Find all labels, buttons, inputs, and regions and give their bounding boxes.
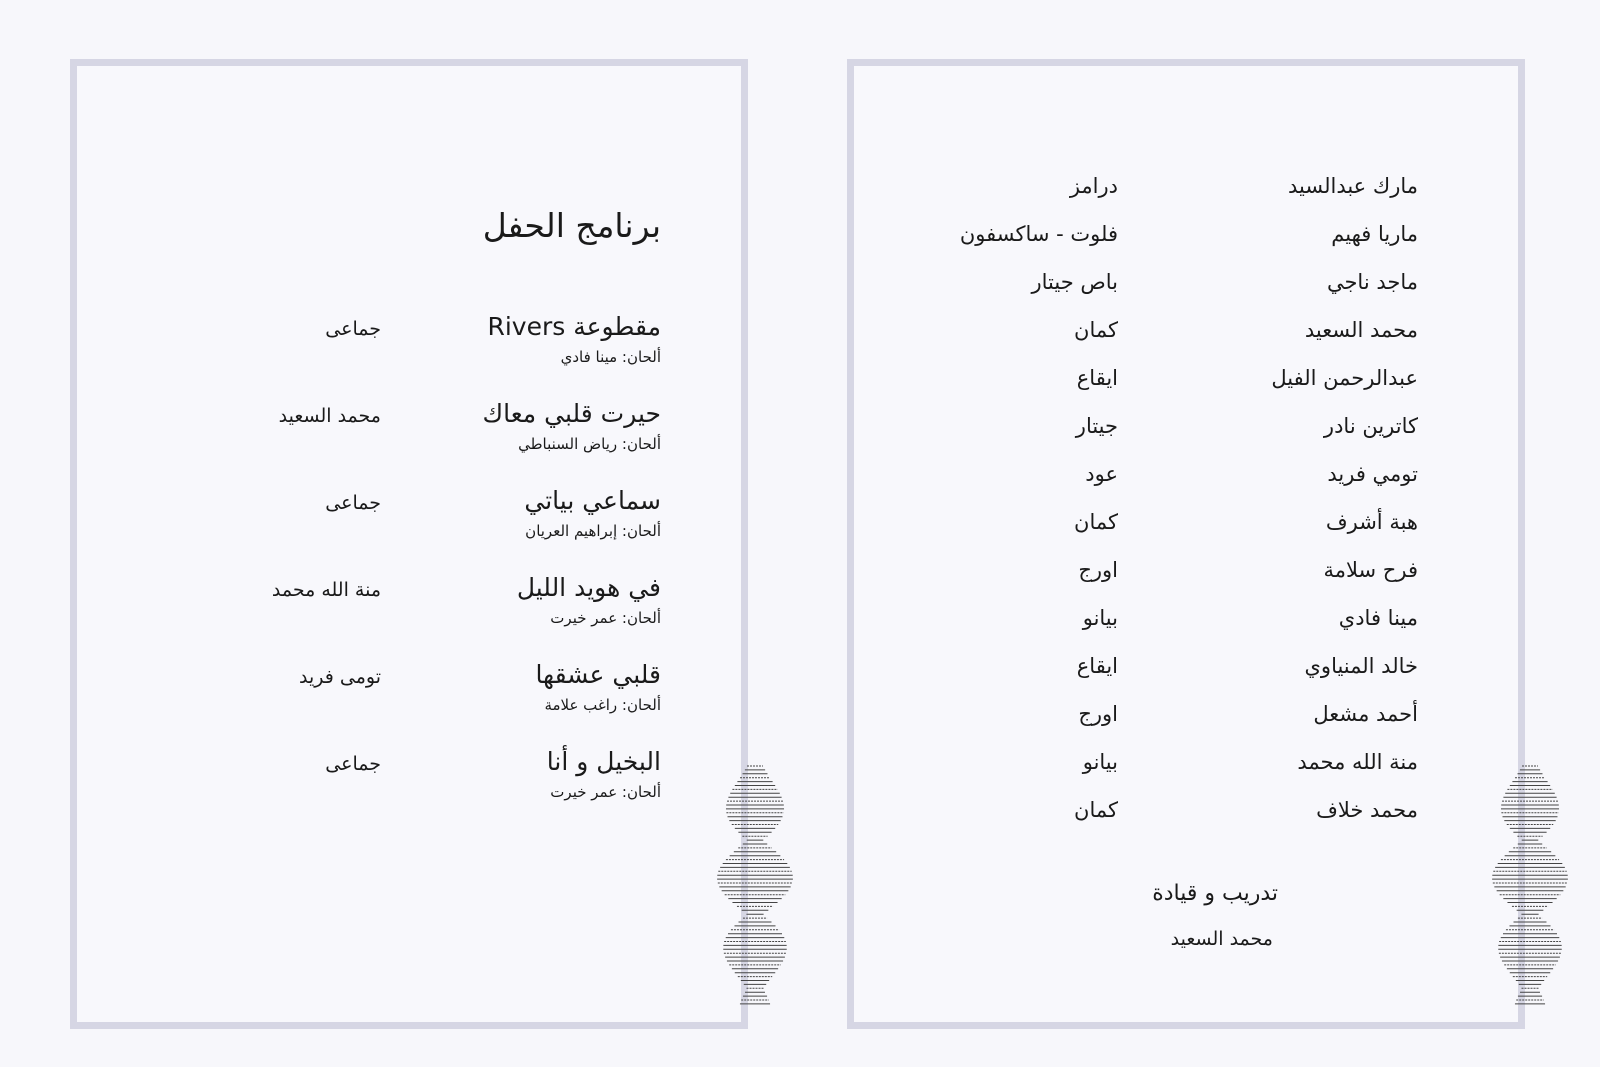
soundwave-ornament-icon (715, 762, 795, 1012)
member-name: محمد خلاف (1316, 798, 1418, 822)
member-instrument: درامز (1069, 174, 1118, 198)
member-instrument: اورج (1078, 702, 1118, 726)
member-name: مارك عبدالسيد (1288, 174, 1418, 198)
piece-performer: جماعى (325, 492, 381, 514)
program-item (487, 311, 661, 368)
member-name: ماجد ناجي (1326, 270, 1418, 294)
program-item (535, 659, 661, 716)
piece-performer: محمد السعيد (278, 405, 381, 427)
leader-title: تدريب و قيادة (1152, 881, 1278, 906)
piece-title: مقطوعة Rivers (487, 312, 661, 341)
members-page (847, 59, 1525, 1029)
member-instrument: ايقاع (1076, 654, 1118, 678)
piece-performer: جماعى (325, 753, 381, 775)
piece-title: البخيل و أنا (546, 747, 661, 776)
piece-performer: جماعى (325, 318, 381, 340)
piece-title: سماعي بياتي (524, 486, 661, 515)
member-name: مينا فادي (1338, 606, 1418, 630)
piece-composer: ألحان: رياض السنباطي (518, 435, 661, 453)
program-item (482, 398, 661, 455)
leader-name: محمد السعيد (1170, 928, 1273, 950)
member-instrument: كمان (1074, 798, 1118, 822)
member-instrument: ايقاع (1076, 366, 1118, 390)
member-name: عبدالرحمن الفيل (1271, 366, 1418, 390)
member-name: أحمد مشعل (1313, 702, 1418, 726)
member-instrument: بيانو (1082, 606, 1118, 630)
member-instrument: كمان (1074, 510, 1118, 534)
member-instrument: فلوت - ساكسفون (959, 222, 1118, 246)
member-name: كاترين نادر (1323, 414, 1418, 438)
piece-composer: ألحان: عمر خيرت (550, 783, 661, 801)
piece-performer: تومى فريد (299, 666, 381, 688)
program-item (547, 746, 661, 803)
member-name: فرح سلامة (1323, 558, 1418, 582)
piece-performer: منة الله محمد (271, 579, 381, 601)
member-instrument: اورج (1078, 558, 1118, 582)
program-item (517, 572, 661, 629)
program-title: برنامج الحفل (482, 206, 661, 245)
program-item (524, 485, 661, 542)
member-name: محمد السعيد (1304, 318, 1418, 342)
soundwave-ornament-icon (1490, 762, 1570, 1012)
piece-composer: ألحان: إبراهيم العريان (525, 522, 661, 540)
piece-title: حيرت قلبي معاك (482, 399, 661, 428)
member-name: منة الله محمد (1297, 750, 1418, 774)
member-name: خالد المنياوي (1304, 654, 1418, 678)
member-instrument: باص جيتار (1031, 270, 1118, 294)
member-instrument: كمان (1074, 318, 1118, 342)
piece-composer: ألحان: راغب علامة (544, 696, 661, 714)
piece-title: في هويد الليل (516, 573, 661, 602)
member-instrument: عود (1085, 462, 1118, 486)
program-page (70, 59, 748, 1029)
piece-title: قلبي عشقها (535, 660, 661, 689)
member-instrument: جيتار (1075, 414, 1118, 438)
member-name: ماريا فهيم (1331, 222, 1418, 246)
piece-composer: ألحان: عمر خيرت (550, 609, 661, 627)
member-instrument: بيانو (1082, 750, 1118, 774)
member-name: تومي فريد (1327, 462, 1418, 486)
member-name: هبة أشرف (1325, 510, 1418, 534)
piece-composer: ألحان: مينا فادي (560, 348, 661, 366)
